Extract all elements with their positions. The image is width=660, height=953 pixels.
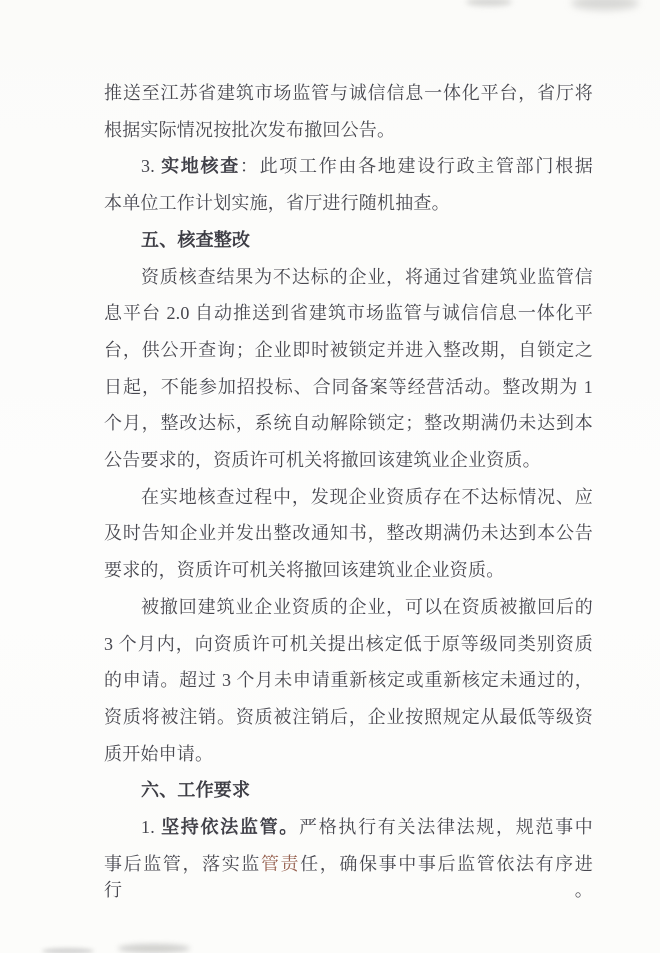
text-line — [104, 741, 593, 767]
text-line — [104, 557, 593, 583]
text-segment: 六、工作要求 — [141, 780, 251, 801]
text-segment: 实地核查 — [161, 156, 240, 177]
text-line — [104, 410, 593, 436]
text-segment: 根据实际情况按批次发布撤回公告。 — [104, 119, 396, 140]
text-segment: 推送至江苏省建筑市场监管与诚信信息一体化平台，省厅将 — [104, 83, 593, 103]
text-segment: 的申请。超过 3 个月未申请重新核定或重新核定未通过的， — [104, 670, 593, 691]
text-line — [104, 520, 593, 546]
section-heading — [104, 227, 593, 253]
text-line — [104, 80, 593, 106]
text-line — [104, 594, 593, 620]
text-segment: 1. — [141, 817, 162, 837]
text-segment: 本单位工作计划实施，省厅进行随机抽查。 — [104, 193, 450, 214]
text-segment: 五、核查整改 — [141, 229, 251, 250]
text-segment: 3 个月内，向资质许可机关提出核定低于原等级同类别资质 — [104, 633, 593, 654]
text-line — [104, 190, 593, 216]
text-line — [104, 704, 593, 730]
text-segment: 日起，不能参加招投标、合同备案等经营活动。整改期为 1 — [104, 376, 593, 397]
text-line — [104, 374, 593, 400]
text-segment: 严格执行有关法律法规，规范事中 — [299, 817, 594, 837]
section-heading — [104, 777, 593, 803]
text-segment: 资质核查结果为不达标的企业，将通过省建筑业监管信 — [141, 266, 593, 287]
text-line — [104, 337, 593, 363]
text-segment: 3. — [141, 156, 162, 177]
text-line — [104, 667, 593, 693]
text-segment: 要求的，资质许可机关将撤回该建筑业企业资质。 — [104, 560, 505, 581]
text-segment: 任，确保事中事后监管依法有序进行。 — [104, 853, 593, 900]
text-segment: 个月，整改达标，系统自动解除锁定；整改期满仍未达到本 — [104, 413, 593, 434]
text-segment: 被撤回建筑业企业资质的企业，可以在资质被撤回后的 — [141, 596, 593, 617]
text-segment: 及时告知企业并发出整改通知书，整改期满仍未达到本公告 — [104, 523, 593, 544]
text-line — [104, 814, 593, 840]
text-segment: 坚持依法监管。 — [161, 817, 300, 837]
text-segment: 资质将被注销。资质被注销后，企业按照规定从最低等级资 — [104, 706, 593, 727]
text-line — [104, 447, 593, 473]
text-segment: 息平台 2.0 自动推送到省建筑市场监管与诚信信息一体化平 — [104, 303, 593, 324]
text-line — [104, 117, 593, 143]
text-line — [104, 264, 593, 290]
text-segment: 管责 — [260, 853, 301, 874]
text-segment: 质开始申请。 — [104, 743, 214, 764]
text-segment: 台，供公开查询；企业即时被锁定并进入整改期，自锁定之 — [104, 339, 593, 360]
text-line — [104, 300, 593, 326]
text-segment: 事后监管，落实监 — [104, 853, 261, 874]
text-line — [104, 631, 593, 657]
text-line — [104, 484, 593, 510]
text-segment: 公告要求的，资质许可机关将撤回该建筑业企业资质。 — [104, 450, 541, 470]
text-line — [104, 153, 593, 179]
text-segment: ：此项工作由各地建设行政主管部门根据 — [239, 156, 593, 177]
text-segment: 在实地核查过程中，发现企业资质存在不达标情况、应 — [141, 486, 593, 507]
text-line — [104, 851, 593, 903]
